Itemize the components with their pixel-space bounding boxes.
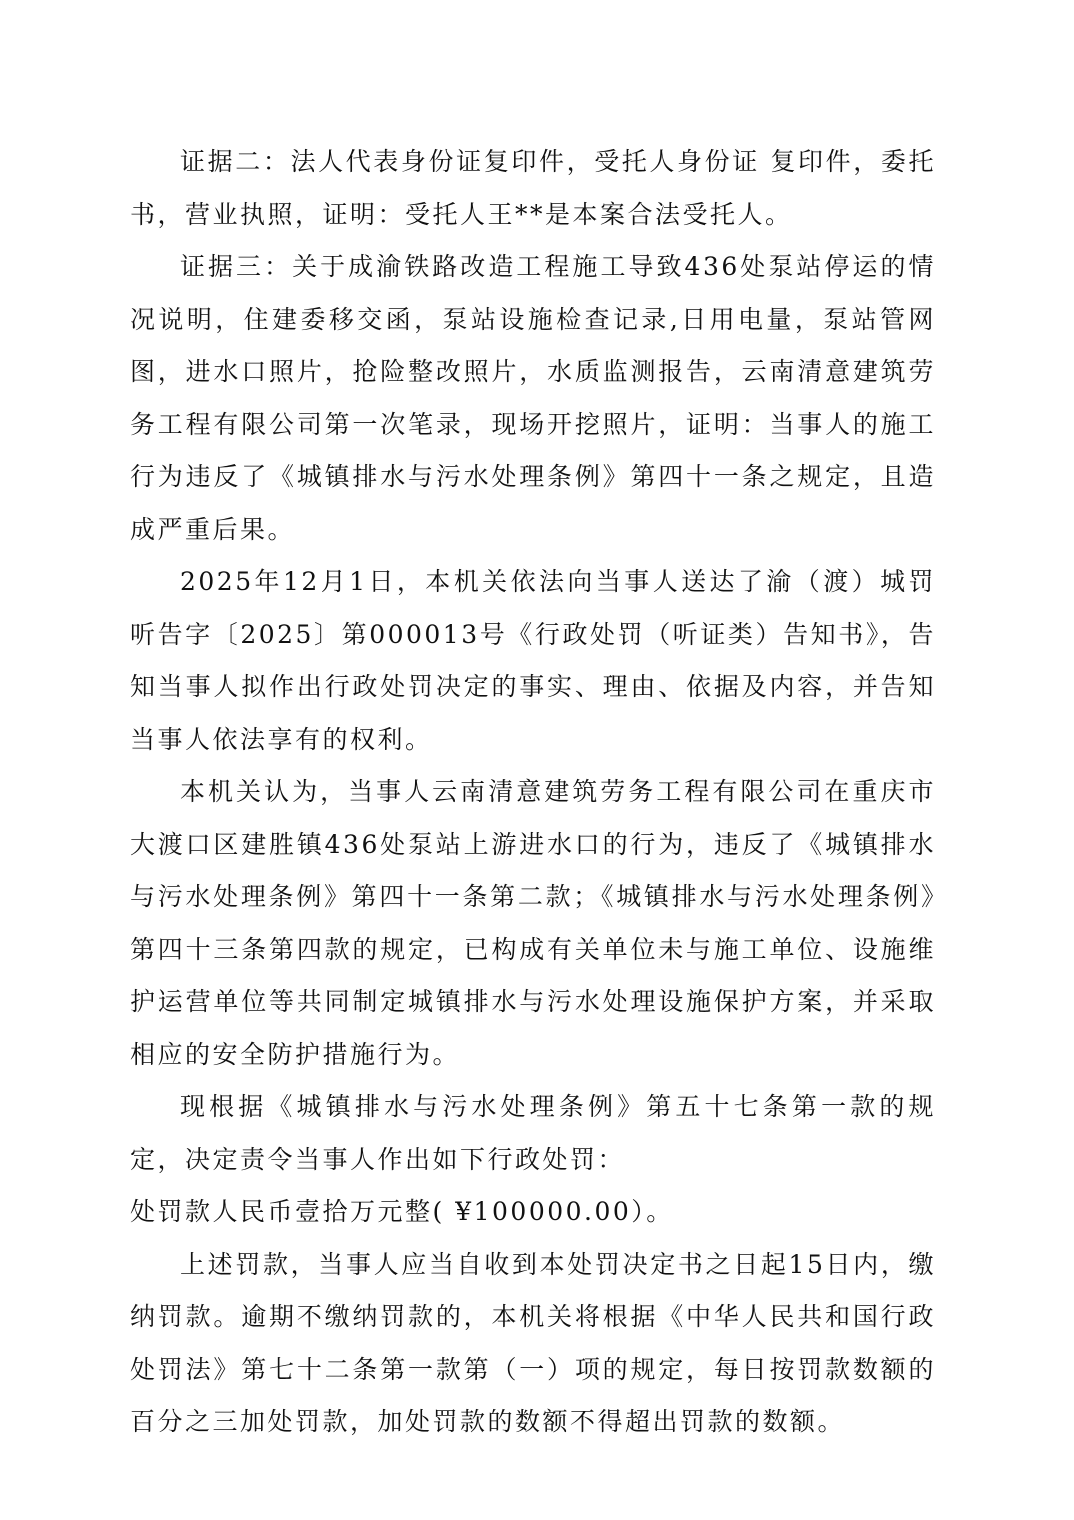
paragraph-agency-finding: 本机关认为，当事人云南清意建筑劳务工程有限公司在重庆市大渡口区建胜镇436处泵站上游进水口的行为，违反了《城镇排水与污水处理条例》第四十一条第二款；《城镇排水与污水处理条例》第四十三条第四款的规定，已构成有关单位未与施工单位、设施维护运营单位等共同制定城镇排水与污水处理设施保护方案，并采取相应的安全防护措施行为。 — [130, 777, 936, 1069]
paragraph-penalty-amount: 处罚款人民币壹拾万元整( ¥100000.00）。 — [130, 1197, 674, 1226]
paragraph-notice-delivery: 2025年12月1日，本机关依法向当事人送达了渝（渡）城罚听告字〔2025〕第000013号《行政处罚（听证类）告知书》，告知当事人拟作出行政处罚决定的事实、理由、依据及内容，并告知当事人依法享有的权利。 — [130, 567, 936, 754]
paragraph-decision-basis: 现根据《城镇排水与污水处理条例》第五十七条第一款的规定，决定责令当事人作出如下行政处罚： — [130, 1092, 936, 1174]
document-body — [130, 136, 936, 1449]
paragraph-evidence-two: 证据二：法人代表身份证复印件，受托人身份证 复印件，委托书，营业执照，证明：受托人王**是本案合法受托人。 — [130, 147, 936, 229]
paragraph-evidence-three: 证据三：关于成渝铁路改造工程施工导致436处泵站停运的情况说明，住建委移交函，泵站设施检查记录,日用电量，泵站管网图，进水口照片，抢险整改照片，水质监测报告，云南清意建筑劳务工程有限公司第一次笔录，现场开挖照片，证明：当事人的施工行为违反了《城镇排水与污水处理条例》第四十一条之规定，且造成严重后果。 — [130, 252, 936, 544]
paragraph-payment-terms: 上述罚款，当事人应当自收到本处罚决定书之日起15日内，缴纳罚款。逾期不缴纳罚款的，本机关将根据《中华人民共和国行政处罚法》第七十二条第一款第（一）项的规定，每日按罚款数额的百分之三加处罚款，加处罚款的数额不得超出罚款的数额。 — [130, 1249, 936, 1436]
